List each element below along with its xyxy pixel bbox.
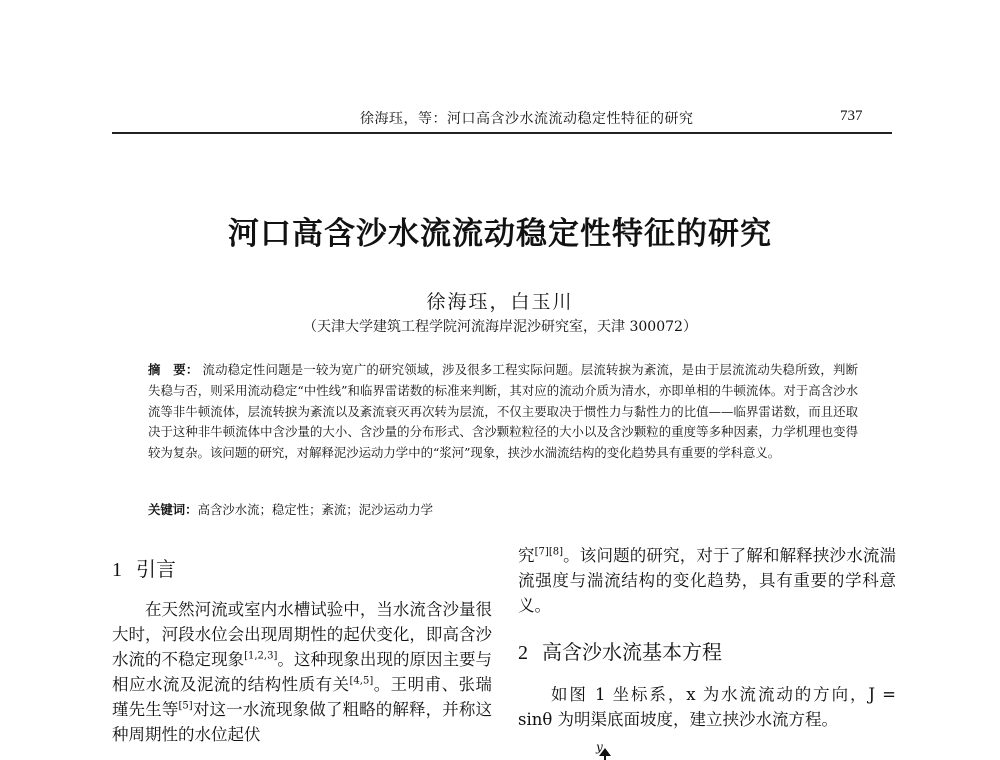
paragraph-text: 。王明甫、张瑞瑾先生等 bbox=[112, 675, 493, 719]
section-2-paragraph: 如图 1 坐标系，x 为水流流动的方向，J = sinθ 为明渠底面坡度，建立挟沙水流方程。 bbox=[518, 685, 896, 729]
paragraph-text: 。该问题的研究，对于了解和解释挟沙水流湍流强度与湍流结构的变化趋势，具有重要的学科意义。 bbox=[518, 546, 897, 615]
axis-arrow-icon bbox=[598, 748, 612, 760]
keywords bbox=[148, 500, 858, 518]
abstract-text: 流动稳定性问题是一较为宽广的研究领域，涉及很多工程实际问题。层流转捩为紊流，是由于层流流动失稳所致，判断失稳与否，则采用流动稳定“中性线”和临界雷诺数的标准来判断，其对应的流动介质为清水，亦即单相的牛顿流体。对于高含沙水流等非牛顿流体，层流转捩为紊流以及紊流衰灭再次转为层流，不仅主要取决于惯性力与黏性力的比值——临界雷诺数，而且还取决于这种非牛顿流体中含沙量的大小、含沙量的分布形式、含沙颗粒粒径的大小以及含沙颗粒的重度等多种因素，力学机理也变得较为复杂。该问题的研究，对解释泥沙运动力学中的“浆河”现象，挟沙水湍流结构的变化趋势具有重要的学科意义。 bbox=[148, 362, 859, 461]
citation: [1,2,3] bbox=[244, 650, 278, 662]
page-number: 737 bbox=[840, 108, 863, 124]
citation: [4,5] bbox=[349, 675, 374, 687]
section-1-continuation bbox=[518, 543, 896, 618]
author-list: 徐海珏，白玉川 bbox=[426, 291, 574, 313]
section-number: 1 bbox=[112, 559, 122, 581]
section-title: 引言 bbox=[136, 557, 176, 581]
affiliation: （天津大学建筑工程学院河流海岸泥沙研究室，天津 300072） bbox=[303, 319, 697, 335]
section-1-paragraph bbox=[112, 597, 492, 747]
abstract bbox=[148, 360, 858, 464]
section-1-heading bbox=[112, 553, 176, 582]
section-number: 2 bbox=[518, 642, 528, 664]
citation: [5] bbox=[178, 700, 193, 712]
paragraph-text: 。这种现象出现的原因主要与相应水流及泥流的结构性质有关 bbox=[112, 650, 493, 694]
abstract-label: 摘 要： bbox=[148, 362, 199, 377]
figure-axis-label: y bbox=[596, 740, 603, 754]
header-rule bbox=[112, 132, 892, 134]
citation: [7][8] bbox=[534, 546, 563, 558]
paragraph-text: 究 bbox=[518, 546, 535, 565]
section-title: 高含沙水流基本方程 bbox=[542, 640, 722, 664]
paragraph-text: 对这一水流现象做了粗略的解释，并称这种周期性的水位起伏 bbox=[112, 700, 493, 744]
paper-title: 河口高含沙水流流动稳定性特征的研究 bbox=[228, 216, 772, 252]
keywords-text: 高含沙水流；稳定性；紊流；泥沙运动力学 bbox=[197, 502, 433, 517]
running-head: 徐海珏，等：河口高含沙水流流动稳定性特征的研究 bbox=[360, 111, 694, 127]
keywords-label: 关键词： bbox=[148, 502, 198, 517]
section-2-heading bbox=[518, 636, 722, 665]
paragraph-text: 在天然河流或室内水槽试验中，当水流含沙量很大时，河段水位会出现周期性的起伏变化，即高含沙水流的不稳定现象 bbox=[112, 600, 492, 669]
